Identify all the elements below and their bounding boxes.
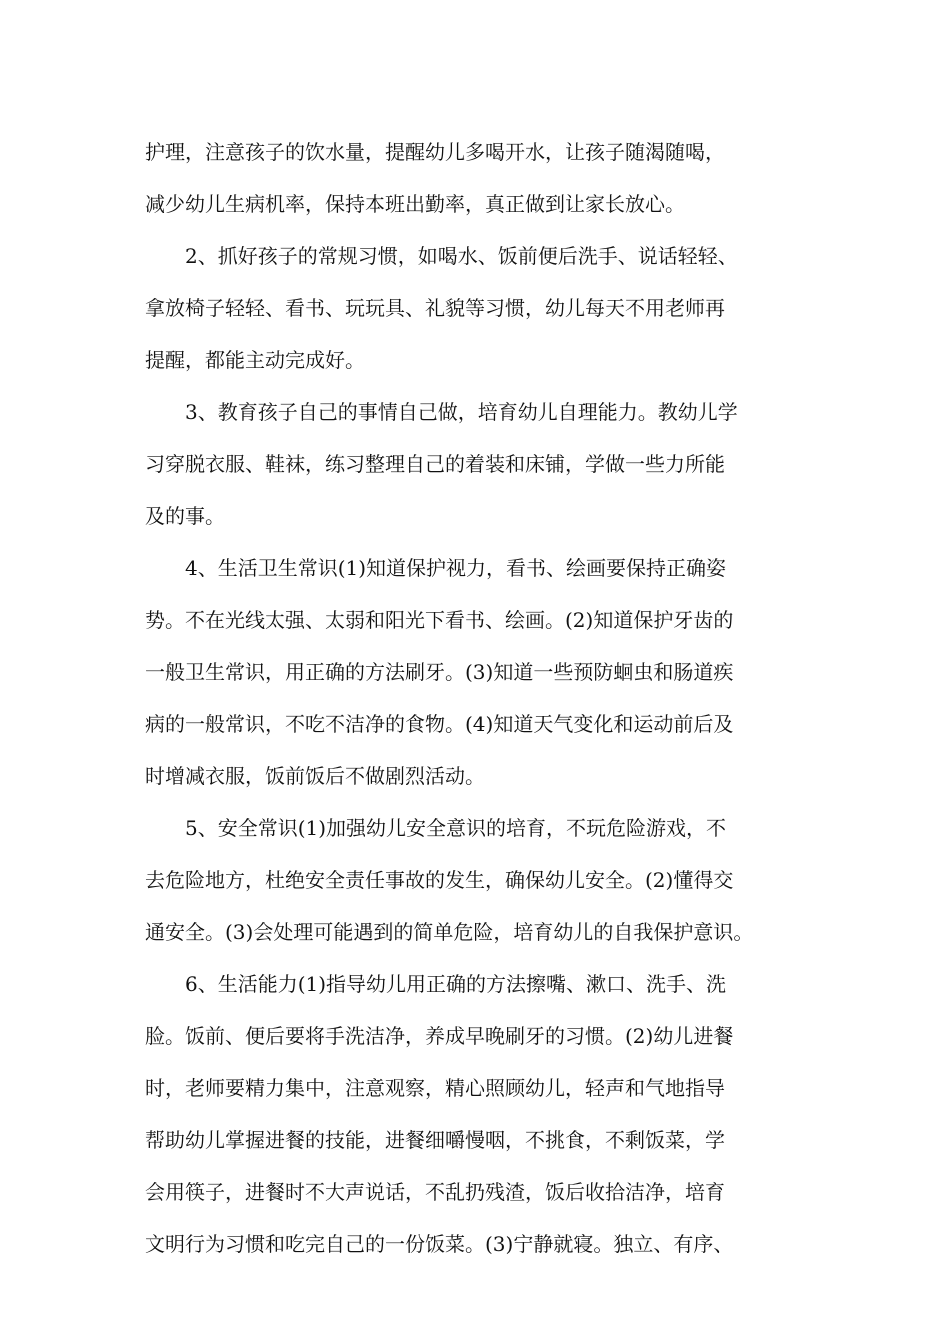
- text-line: 拿放椅子轻轻、看书、玩玩具、礼貌等习惯，幼儿每天不用老师再: [145, 296, 725, 320]
- text-line: 脸。饭前、便后要将手洗洁净，养成早晚刷牙的习惯。(2)幼儿进餐: [145, 1024, 734, 1048]
- paragraph-6-start: 6、生活能力(1)指导幼儿用正确的方法擦嘴、漱口、洗手、洗: [145, 972, 727, 996]
- paragraph-4-start: 4、生活卫生常识(1)知道保护视力，看书、绘画要保持正确姿: [145, 556, 727, 580]
- text-line: 会用筷子，进餐时不大声说话，不乱扔残渣，饭后收拾洁净，培育: [145, 1180, 725, 1204]
- paragraph-3-start: 3、教育孩子自己的事情自己做，培育幼儿自理能力。教幼儿学: [145, 400, 738, 424]
- text-line: 及的事。: [145, 504, 225, 528]
- text-line: 护理，注意孩子的饮水量，提醒幼儿多喝开水，让孩子随渴随喝，: [145, 140, 725, 164]
- text-line: 习穿脱衣服、鞋袜，练习整理自己的着装和床铺，学做一些力所能: [145, 452, 725, 476]
- text-line: 时增减衣服，饭前饭后不做剧烈活动。: [145, 764, 485, 788]
- text-line: 时，老师要精力集中，注意观察，精心照顾幼儿，轻声和气地指导: [145, 1076, 725, 1100]
- text-line: 减少幼儿生病机率，保持本班出勤率，真正做到让家长放心。: [145, 192, 685, 216]
- text-line: 去危险地方，杜绝安全责任事故的发生，确保幼儿安全。(2)懂得交: [145, 868, 734, 892]
- text-line: 病的一般常识，不吃不洁净的食物。(4)知道天气变化和运动前后及: [145, 712, 734, 736]
- text-line: 文明行为习惯和吃完自己的一份饭菜。(3)宁静就寝。独立、有序、: [145, 1232, 734, 1256]
- paragraph-5-start: 5、安全常识(1)加强幼儿安全意识的培育，不玩危险游戏，不: [145, 816, 727, 840]
- text-line: 势。不在光线太强、太弱和阳光下看书、绘画。(2)知道保护牙齿的: [145, 608, 734, 632]
- document-body: [145, 126, 810, 1270]
- text-line: 通安全。(3)会处理可能遇到的简单危险，培育幼儿的自我保护意识。: [145, 920, 754, 944]
- text-line: 帮助幼儿掌握进餐的技能，进餐细嚼慢咽，不挑食，不剩饭菜，学: [145, 1128, 725, 1152]
- text-line: 提醒，都能主动完成好。: [145, 348, 365, 372]
- text-line: 一般卫生常识，用正确的方法刷牙。(3)知道一些预防蛔虫和肠道疾: [145, 660, 734, 684]
- paragraph-2-start: 2、抓好孩子的常规习惯，如喝水、饭前便后洗手、说话轻轻、: [145, 244, 738, 268]
